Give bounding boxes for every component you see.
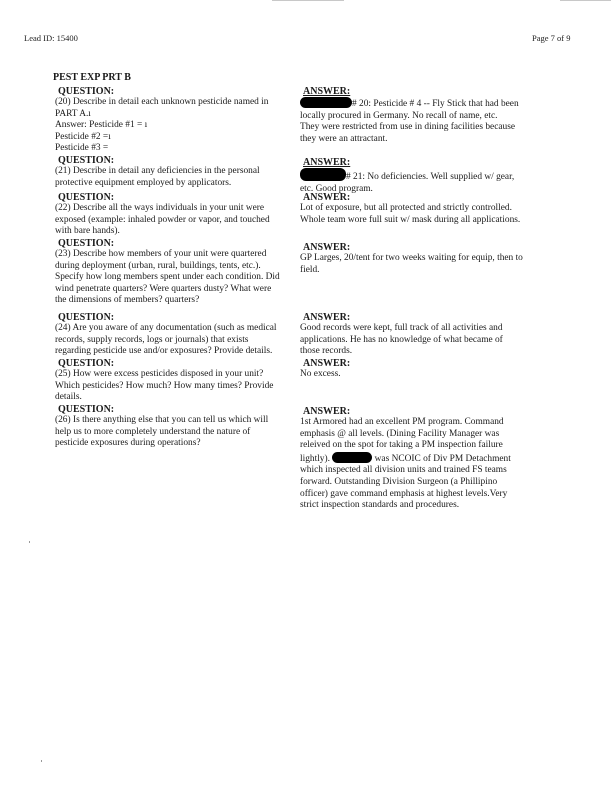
answer-text-23: GP Larges, 20/tent for two weeks waiting for equip, then to field. — [300, 253, 523, 275]
question-block-21: QUESTION: — [58, 155, 115, 166]
answer-block-20 — [303, 86, 350, 97]
redaction-box — [300, 97, 352, 108]
answer-block-25: ANSWER: — [303, 358, 351, 369]
answer-text-26: 1st Armored had an excellent PM program. Command emphasis @ all levels. (Dining Facility Manager was releived on the spot for taking a PM inspection failure lightly). was NCOIC of Div PM Detachment which inspected all division units and trained FS teams forward. Outstanding Division Surgeon (a Phillipino officer) gave command emphasis at highest levels.Very strict inspection standards and procedures. — [300, 417, 511, 511]
answer-block-22: ANSWER: — [303, 192, 351, 203]
question-block-20 — [58, 86, 114, 97]
question-text-22: (22) Describe all the ways individuals in your unit were exposed (example: inhaled powder or vapor, and touched with bare hands). — [55, 203, 270, 237]
scan-speck — [29, 541, 30, 543]
question-block-22: QUESTION: — [58, 192, 115, 203]
question-text-24: (24) Are you aware of any documentation (such as medical records, supply records, logs or journals) that exists regarding pesticide use and/or exposures? Provide details. — [55, 323, 277, 357]
scan-artifact-line — [272, 0, 344, 1]
answer-text-22: Lot of exposure, but all protected and strictly controlled. Whole team wore full suit w/ mask during all applications. — [300, 203, 521, 225]
answer-label: ANSWER: — [303, 86, 351, 97]
answer-block-21: ANSWER: — [303, 157, 351, 168]
question-block-26: QUESTION: — [58, 404, 115, 415]
answer-text-25: No excess. — [300, 369, 341, 379]
question-text-23: (23) Describe how members of your unit were quartered during deployment (urban, rural, buildings, tents, etc.). Specify how long members spent under each condition. Did wind penetrate quarters? Were quarters dusty? What were the dimensions of members? quarters? — [55, 249, 280, 306]
page-number: Page 7 of 9 — [532, 33, 571, 43]
answer-block-23: ANSWER: — [303, 242, 351, 253]
question-label: QUESTION: — [58, 86, 115, 97]
answer-text-21: # 21: No deficiencies. Well supplied w/ gear, etc. Good program. — [300, 168, 514, 195]
answer-block-26: ANSWER: — [303, 406, 351, 417]
answer-text-24: Good records were kept, full track of all activities and applications. He has no knowledge of what became of those records. — [300, 323, 503, 357]
question-block-23: QUESTION: — [58, 238, 115, 249]
question-block-25: QUESTION: — [58, 358, 115, 369]
lead-id: Lead ID: 15400 — [24, 33, 78, 43]
question-text-20: (20) Describe in detail each unknown pesticide named in PART A.ı Answer: Pesticide #1 = ı Pesticide #2 =ı Pesticide #3 = — [55, 97, 269, 154]
question-text-25: (25) How were excess pesticides disposed in your unit? Which pesticides? How much? How many times? Provide details. — [55, 369, 274, 403]
redaction-box — [300, 168, 346, 181]
answer-block-24: ANSWER: — [303, 312, 351, 323]
question-block-24: QUESTION: — [58, 312, 115, 323]
section-title: PEST EXP PRT B — [53, 72, 131, 83]
question-text-26: (26) Is there anything else that you can tell us which will help us to more completely understand the nature of pesticide exposures during operations? — [55, 415, 269, 449]
question-text-21: (21) Describe in detail any deficiencies in the personal protective equipment employed by applicators. — [55, 166, 260, 188]
redaction-box — [332, 452, 372, 463]
answer-text-20: # 20: Pesticide # 4 -- Fly Stick that had been locally procured in Germany. No recall of name, etc. They were restricted from use in dining facilities because they were an attractant. — [300, 99, 519, 144]
scan-artifact-line — [560, 0, 611, 1]
scan-speck — [41, 760, 42, 762]
